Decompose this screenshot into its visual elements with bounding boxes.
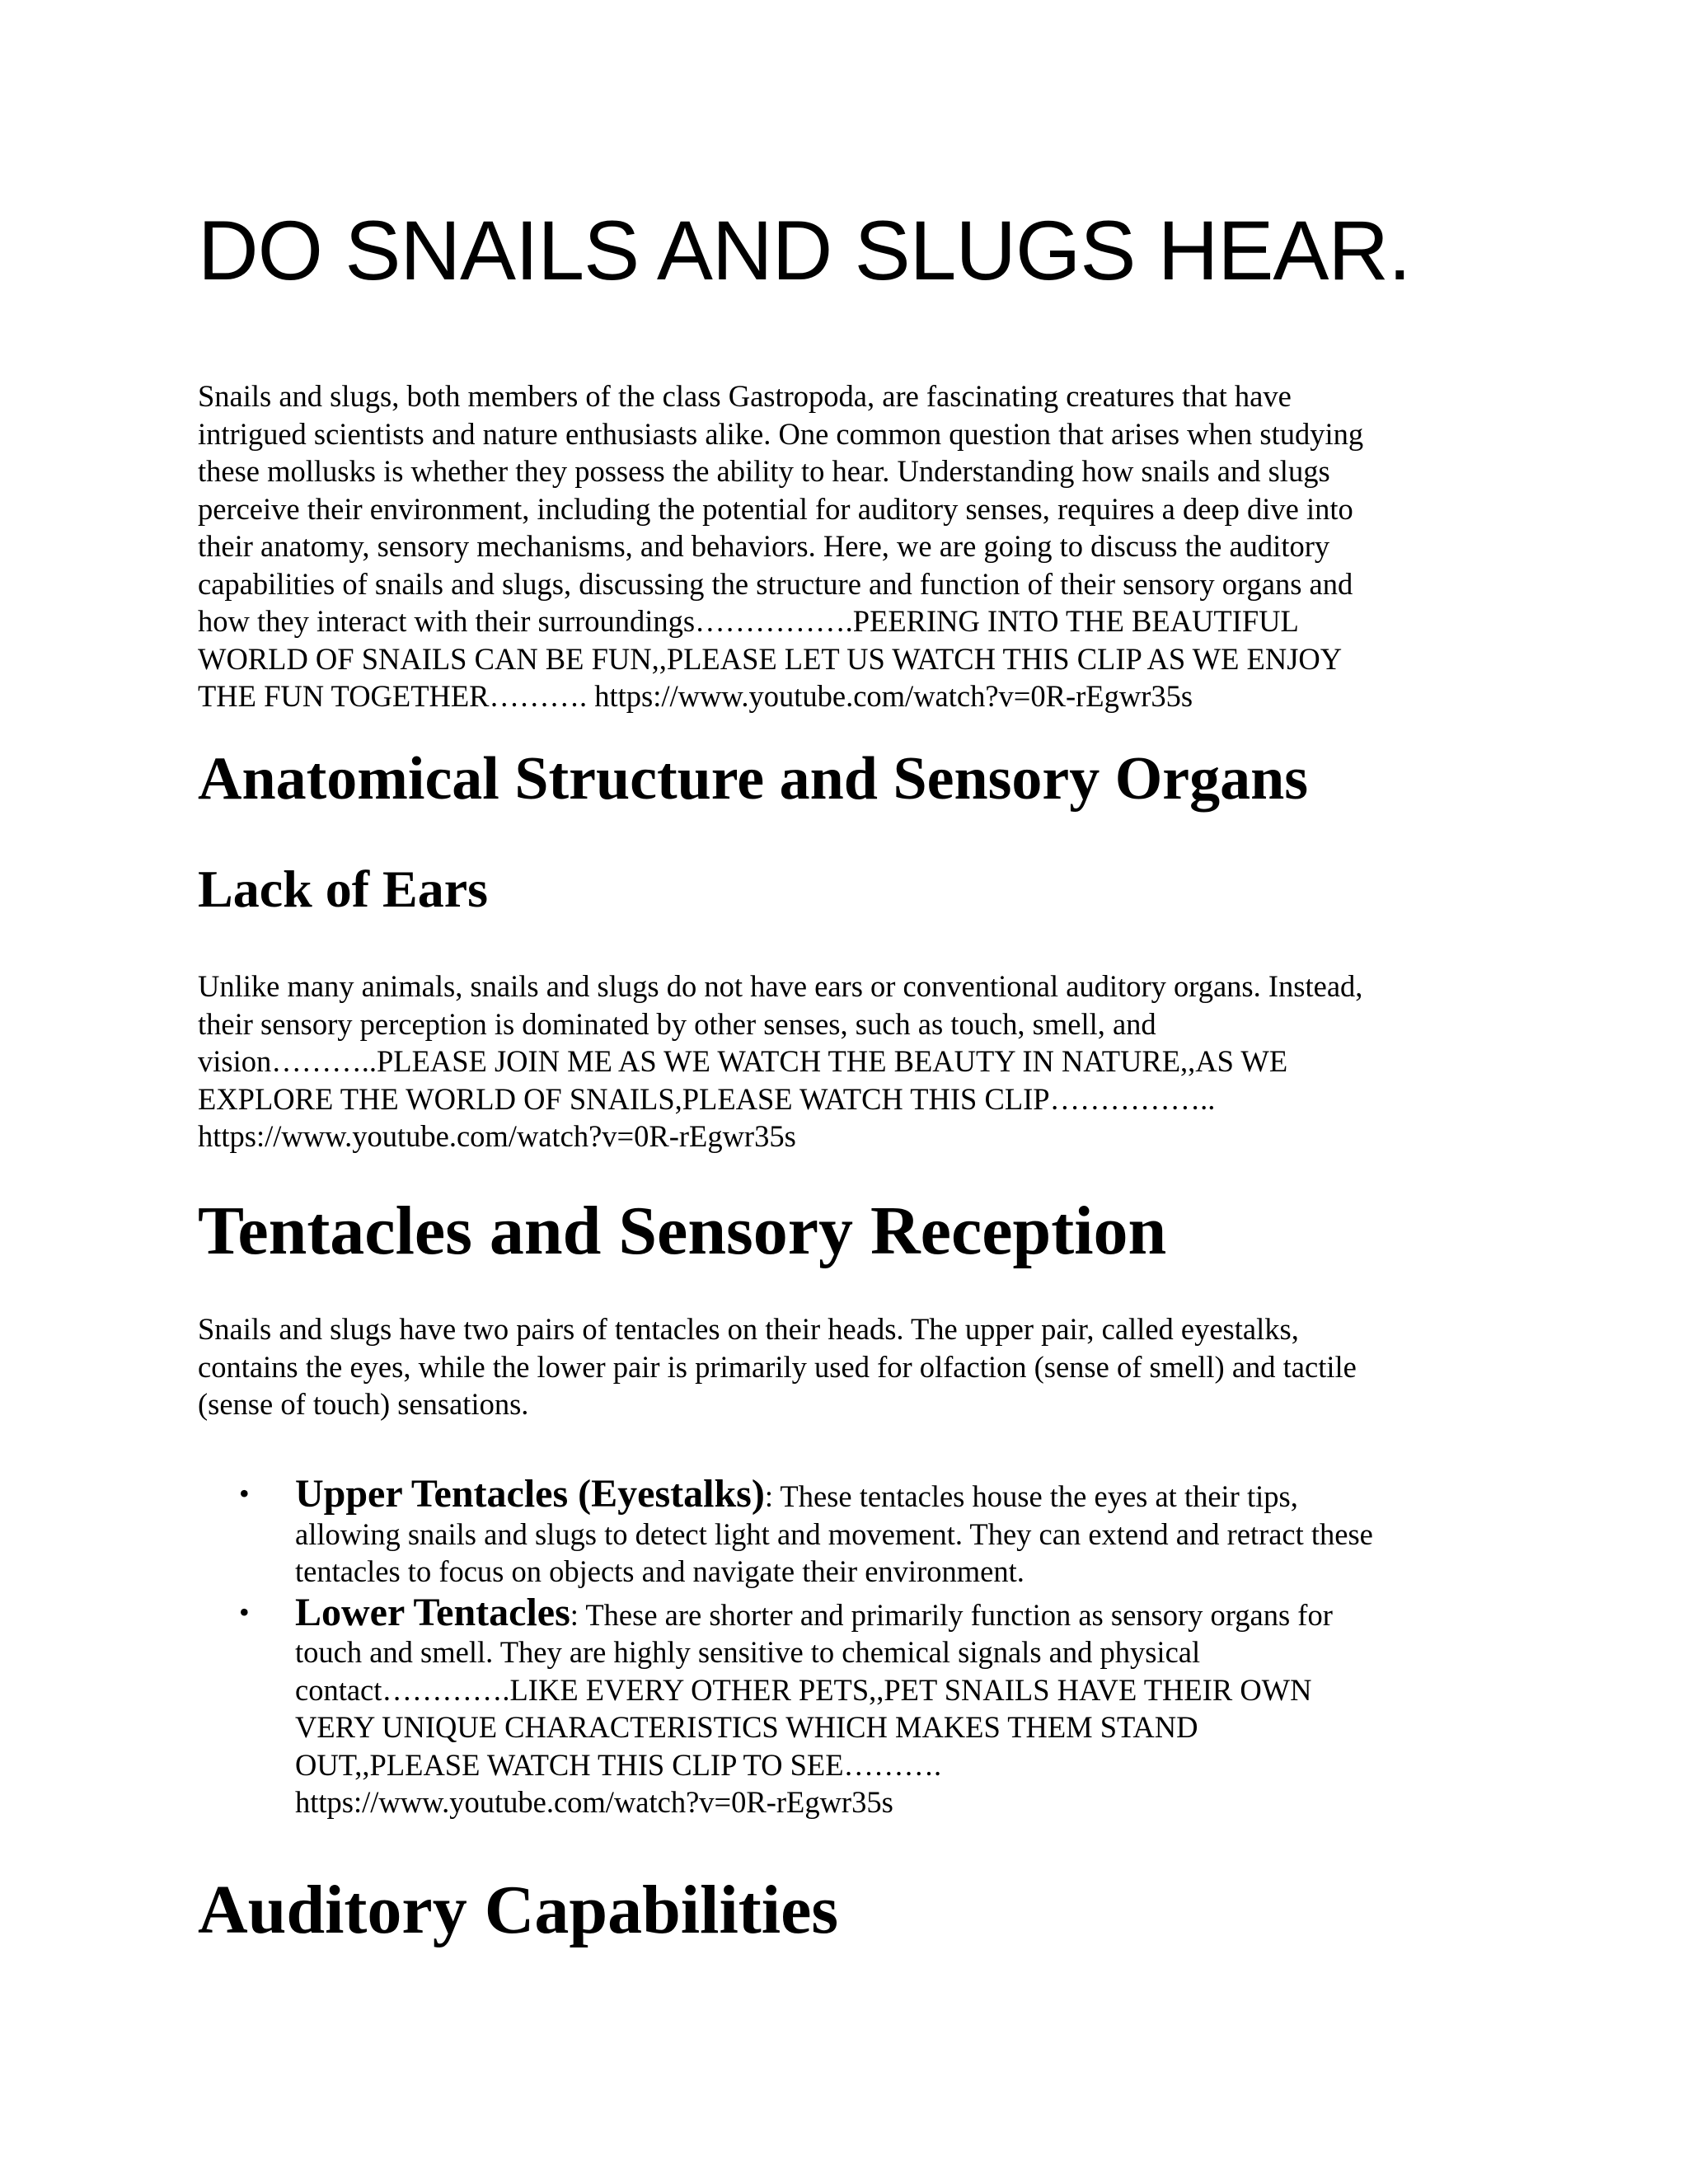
intro-line: these mollusks is whether they possess the ability to hear. Understanding how snails and slugs <box>198 454 1330 488</box>
intro-line: their anatomy, sensory mechanisms, and behaviors. Here, we are going to discuss the auditory <box>198 529 1330 563</box>
ears-link-line: https://www.youtube.com/watch?v=0R-rEgwr35s <box>198 1119 796 1153</box>
tentacles-bullet-list <box>198 1472 1533 1821</box>
intro-line: WORLD OF SNAILS CAN BE FUN,,PLEASE LET US WATCH THIS CLIP AS WE ENJOY <box>198 641 1343 676</box>
bullet-line: allowing snails and slugs to detect light and movement. They can extend and retract these <box>295 1516 1373 1551</box>
bullet-line: contact………….LIKE EVERY OTHER PETS,,PET SNAILS HAVE THEIR OWN <box>295 1672 1312 1707</box>
tentacles-line: Snails and slugs have two pairs of tentacles on their heads. The upper pair, called eyestalks, <box>198 1312 1299 1346</box>
bullet-lower-tentacles <box>198 1590 1533 1821</box>
bullet-first-text: : These are shorter and primarily function as sensory organs for <box>570 1597 1333 1632</box>
ears-line: Unlike many animals, snails and slugs do not have ears or conventional auditory organs. Instead, <box>198 969 1363 1003</box>
bullet-heading: Lower Tentacles <box>295 1590 570 1634</box>
bullet-heading: Upper Tentacles (Eyestalks) <box>295 1472 765 1516</box>
bullet-first-line <box>295 1472 1533 1516</box>
intro-paragraph <box>198 377 1500 715</box>
bullet-upper-tentacles <box>198 1472 1533 1591</box>
heading-auditory-capabilities: Auditory Capabilities <box>198 1872 839 1948</box>
intro-line: Snails and slugs, both members of the class Gastropoda, are fascinating creatures that have <box>198 379 1292 413</box>
intro-line-with-link: THE FUN TOGETHER………. https://www.youtube.com/watch?v=0R-rEgwr35s <box>198 679 1193 713</box>
intro-line: perceive their environment, including the potential for auditory senses, requires a deep dive into <box>198 491 1353 526</box>
ears-line: EXPLORE THE WORLD OF SNAILS,PLEASE WATCH THIS CLIP…………….. <box>198 1081 1216 1116</box>
tentacles-line: contains the eyes, while the lower pair is primarily used for olfaction (sense of smell) and tactile <box>198 1349 1357 1384</box>
bullet-line: OUT,,PLEASE WATCH THIS CLIP TO SEE………. <box>295 1747 942 1782</box>
tentacles-line: (sense of touch) sensations. <box>198 1387 529 1421</box>
bullet-first-text: : These tentacles house the eyes at their tips, <box>764 1479 1298 1513</box>
intro-line: how they interact with their surroundings…………….PEERING INTO THE BEAUTIFUL <box>198 604 1299 638</box>
heading-lack-of-ears: Lack of Ears <box>198 860 488 918</box>
bullet-line: VERY UNIQUE CHARACTERISTICS WHICH MAKES THEM STAND <box>295 1710 1198 1744</box>
heading-anatomical-structure: Anatomical Structure and Sensory Organs <box>198 745 1309 813</box>
heading-tentacles: Tentacles and Sensory Reception <box>198 1193 1167 1269</box>
bullet-link-line: https://www.youtube.com/watch?v=0R-rEgwr35s <box>295 1785 893 1819</box>
bullet-line: touch and smell. They are highly sensitive to chemical signals and physical <box>295 1635 1201 1669</box>
bullet-icon: • <box>239 1595 250 1629</box>
ears-paragraph <box>198 968 1500 1155</box>
ears-line: vision………..PLEASE JOIN ME AS WE WATCH THE BEAUTY IN NATURE,,AS WE <box>198 1044 1288 1078</box>
tentacles-paragraph <box>198 1310 1500 1423</box>
bullet-first-line <box>295 1590 1533 1634</box>
bullet-line: tentacles to focus on objects and navigate their environment. <box>295 1554 1025 1588</box>
bullet-icon: • <box>239 1477 250 1510</box>
ears-line: their sensory perception is dominated by other senses, such as touch, smell, and <box>198 1006 1156 1041</box>
intro-line: capabilities of snails and slugs, discussing the structure and function of their sensory organs and <box>198 566 1353 601</box>
intro-line: intrigued scientists and nature enthusiasts alike. One common question that arises when studying <box>198 416 1364 451</box>
page-title: DO SNAILS AND SLUGS HEAR. <box>198 204 1411 298</box>
